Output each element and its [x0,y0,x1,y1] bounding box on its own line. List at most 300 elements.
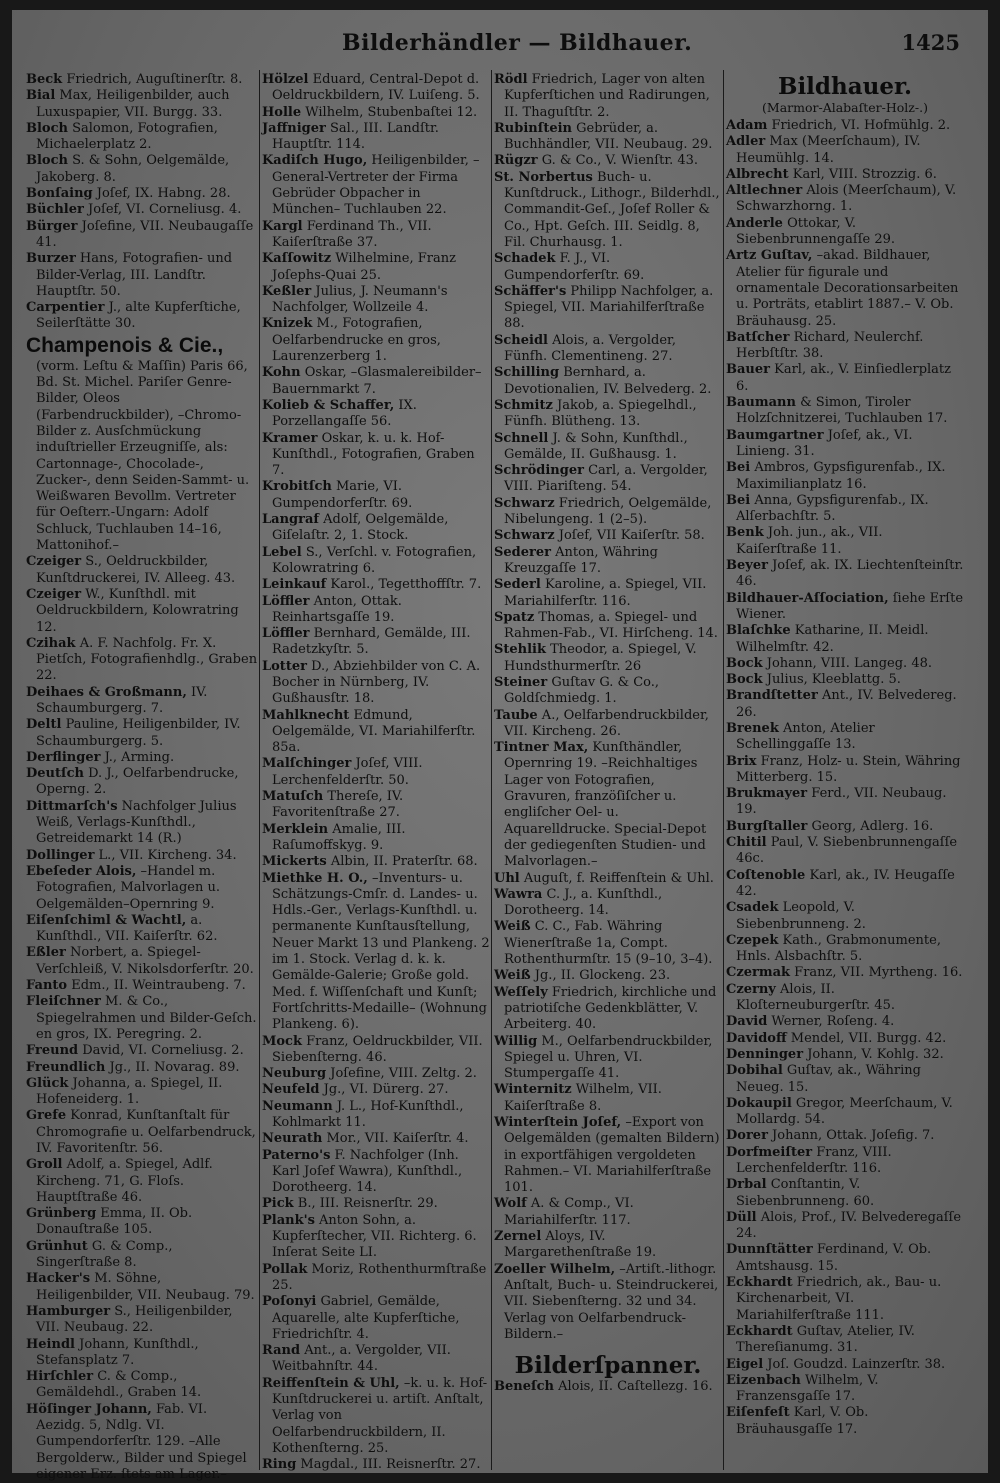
directory-entry [26,864,258,913]
entry-details: Max (Meerſchaum), IV. Heumühlg. 14. [736,134,921,166]
entry-details: Friedrich, Auguſtinerſtr. 8. [62,72,243,87]
entry-details: Salomon, Fotografien, Michaelerplatz 2. [36,120,218,153]
directory-entry [262,594,490,627]
directory-entry [726,167,964,183]
entry-details: F. Nachfolger (Inh. Karl Joſef Wawra), Kunſthdl., Dorotheerg. 14. [272,1147,463,1196]
directory-entry [726,1275,964,1324]
directory-entry [726,868,964,901]
entry-name: Altlechner [726,183,803,199]
directory-entry [726,1096,964,1129]
entry-details: Anton, Währing Kreuzgaſſe 17. [504,544,659,576]
directory-entry [726,786,964,819]
directory-entry [494,1379,722,1395]
directory-entry [262,365,490,398]
entry-name: Benk [726,525,764,541]
entry-details: Joſefine, VIII. Zeltg. 2. [326,1066,477,1082]
directory-entry [494,740,722,870]
entry-details: Konrad, Kunſtanſtalt für Chromografie u. Oelfarbendruck, IV. Favoritenſtr. 56. [36,1108,256,1156]
directory-entry [494,675,722,708]
directory-entry [494,577,722,610]
entry-name: Löffler [262,626,310,642]
directory-entry [262,1262,490,1295]
entry-name: Wawra [494,886,543,902]
entry-details: Ferdinand Th., VII. Kaiſerſtraße 37. [272,218,432,250]
entry-details: S., Heiligenbilder, VII. Neubaug. 22. [36,1303,233,1336]
directory-entry [726,754,964,787]
entry-name: Heindl [26,1336,75,1352]
directory-entry [494,170,722,251]
entry-name: Kargl [262,218,303,234]
directory-entry [262,1294,490,1343]
entry-details: A. F. Nachfolg. Fr. X. Pietſch, Fotografienhdlg., Graben 22. [36,635,258,684]
entry-name: Deihaes & Großmann, [26,684,187,700]
entry-details: Amalie, III. Raſumoffskyg. 9. [272,821,406,853]
directory-entry [26,994,258,1043]
entry-name: Brix [726,753,757,769]
entry-name: Grünhut [26,1238,88,1254]
entry-name: Scheidl [494,332,548,348]
entry-name: Eckhardt [726,1275,793,1291]
entry-details: Joſef, VIII. Lerchenfelderſtr. 50. [272,756,423,788]
directory-entry [262,626,490,659]
entry-details: Franz, VII. Myrtheng. 16. [790,965,963,981]
directory-entry [494,545,722,578]
entry-details: Julius, Kleeblattg. 5. [762,672,901,688]
directory-entry [26,1271,258,1304]
entry-name: Rand [262,1343,301,1359]
entry-details: S. & Sohn, Oelgemälde, Jakoberg. 8. [36,153,230,185]
directory-entry [262,72,490,105]
entry-name: Groll [26,1157,63,1173]
directory-entry [262,105,490,121]
directory-entry [26,219,258,252]
directory-entry [262,1066,490,1082]
directory-entry [494,1115,722,1196]
entry-details: Karl, ak., IV. Heugaſſe 42. [736,867,955,899]
directory-entry [26,554,258,587]
directory-entry [26,121,258,154]
directory-entry [262,512,490,545]
entry-name: Hirſchler [26,1369,94,1385]
directory-entry [494,496,722,529]
directory-entry [26,913,258,946]
column-3 [494,72,722,1467]
entry-details: Moriz, Rothenthurmſtraße 25. [272,1261,487,1293]
entry-details: Fab. VI. Aezidg. 5, Ndlg. VI. Gumpendorferſtr. 129. –Alle Bergolderw., Bilder und Spiegel eigener Erz. ſtets am Lager.– [36,1401,247,1482]
entry-name: Schwarz [494,495,555,511]
entry-details: Guſtav G. & Co., Goldſchmiedg. 1. [504,674,660,707]
directory-entry [726,1357,964,1373]
directory-entry [26,587,258,636]
entry-details: Franz, Oeldruckbilder, VII. Siebenſterng. 46. [272,1033,483,1065]
directory-entry [494,284,722,333]
entry-name: Tintner Max, [494,740,589,756]
entry-name: Düll [726,1209,757,1225]
directory-entry [494,708,722,741]
entry-details: Guſtav, ak., Währing Neueg. 15. [736,1063,921,1095]
directory-entry [26,1157,258,1206]
entry-name: Bildhauer-Aſſociation, [726,590,889,606]
entry-name: Uhl [494,870,520,886]
entry-name: David [726,1014,768,1030]
directory-entry [494,463,722,496]
directory-entry [494,610,722,643]
directory-entry [726,460,964,493]
entry-name: Baumann [726,395,796,411]
entry-name: Neuburg [262,1066,327,1082]
directory-entry [726,672,964,688]
directory-entry [726,118,964,134]
directory-entry [26,636,258,685]
entry-name: Bauer [726,362,770,378]
entry-details: –Handel m. Fotografien, Malvorlagen u. Oelgemälden–Opernring 9. [36,863,221,912]
entry-name: Eizenbach [726,1372,801,1388]
entry-name: Czeiger [26,586,82,602]
entry-name: Rubinſtein [494,120,572,136]
entry-name: Mock [262,1033,302,1049]
entry-details: Wilhelm, V. Franzensgaſſe 17. [736,1372,879,1405]
directory-entry [726,1242,964,1275]
directory-entry [726,900,964,933]
directory-entry [262,708,490,757]
directory-entry [262,251,490,284]
directory-entry [494,919,722,968]
entry-name: Sederl [494,577,541,593]
entry-name: St. Norbertus [494,169,593,185]
directory-entry [494,1262,722,1343]
entry-name: Schnell [494,430,549,446]
entry-details: Edmund, Oelgemälde, VI. Mariahilferſtr. 85a. [272,707,476,756]
entry-name: Büchler [26,202,84,218]
entry-name: Bloch [26,153,68,169]
directory-entry [26,72,258,88]
entry-name: Davidoff [726,1030,787,1046]
directory-entry [26,300,258,333]
directory-entry [494,398,722,431]
entry-name: Spatz [494,609,535,625]
page-title: Bilderhändler — Bildhauer. [342,30,693,56]
entry-details: Jg., II. Glockeng. 23. [530,968,671,984]
entry-name: Burzer [26,251,76,267]
entry-details: Sal., III. Landſtr. Hauptſtr. 114. [272,120,439,153]
entry-name: Eßler [26,945,66,961]
entry-name: Fleiſchner [26,994,101,1010]
column-4 [726,72,964,1467]
entry-name: Schmitz [494,397,553,413]
entry-name: Krobitſch [262,479,332,495]
directory-entry [726,1210,964,1243]
entry-name: Dorer [726,1128,768,1144]
directory-entry [26,1108,258,1157]
entry-details: Adolf, a. Spiegel, Adlf. Kircheng. 71, G. Floſs. Hauptſtraße 46. [36,1157,213,1205]
entry-details: & Simon, Tiroler Holzſchnitzerei, Tuchlauben 17. [736,395,948,427]
entry-details: Joſ. Goudzd. Lainzerſtr. 38. [763,1356,946,1372]
entry-details: Norbert, a. Spiegel-Verſchleiß, V. Nikolsdorferſtr. 20. [36,945,254,977]
entry-name: Glück [26,1075,69,1091]
entry-details: IX. Porzellangaſſe 56. [272,397,417,430]
directory-entry [494,72,722,121]
directory-entry [726,558,964,591]
entry-details: W., Kunſthdl. mit Oeldruckbildern, Kolowratring 12. [36,586,239,635]
entry-details: Karl, ak., V. Einſiedlerplatz 6. [736,362,951,394]
directory-page [12,10,988,1482]
directory-entry [26,1076,258,1109]
entry-details: Friedrich, Lager von alten Kupferſtichen und Radirungen, II. Thaguſtſtr. 2. [504,72,710,120]
entry-name: Lebel [262,544,302,560]
entry-name: Bürger [26,218,78,234]
entry-name: Dunnſtätter [726,1242,813,1258]
entry-name: Winternitz [494,1082,572,1098]
entry-details: Marie, VI. Gumpendorferſtr. 69. [272,479,413,511]
directory-entry [26,1304,258,1337]
entry-name: Czeiger [26,554,82,570]
entry-details: David, VI. Corneliusg. 2. [78,1043,244,1059]
entry-details: Anna, Gypsfigurenfab., IX. Alſerbachſtr. 5. [736,492,929,525]
directory-entry [262,1099,490,1132]
entry-details: Werner, Roſeng. 4. [767,1014,895,1030]
directory-entry [494,431,722,464]
entry-name: Jaffniger [262,120,326,136]
column-divider [491,70,492,1470]
entry-name: Bial [26,88,56,104]
entry-details: Anton, Atelier Schellinggaſſe 13. [736,720,875,753]
entry-details: Ambros, Gypsfigurenfab., IX. Maximilianplatz 16. [736,460,946,492]
directory-entry [494,642,722,675]
entry-name: Batſcher [726,329,790,345]
directory-entry [726,819,964,835]
directory-entry [262,854,490,870]
directory-entry [494,333,722,366]
entry-details: Carl, a. Vergolder, VIII. Piariſteng. 54. [504,463,708,495]
directory-entry [726,623,964,656]
entry-name: Kolieb & Schaffer, [262,397,395,413]
directory-entry [262,398,490,431]
entry-name: Willig [494,1033,538,1049]
entry-name: Beck [26,72,63,87]
directory-entry [26,1402,258,1483]
entry-name: Zoeller Wilhelm, [494,1261,616,1277]
entry-name: Lotter [262,658,307,674]
entry-details: Wilhelm, Stubenbaſtei 12. [301,104,478,120]
directory-entry [26,186,258,202]
entry-name: Denninger [726,1046,804,1062]
entry-details: Aloys, IV. Margarethenſtraße 19. [504,1229,657,1261]
entry-details: Edm., II. Weintraubeng. 7. [67,978,246,994]
entry-details: Alois (Meerſchaum), V. Schwarzhorng. 1. [736,183,957,215]
entry-details: Paul, V. Siebenbrunnengaſſe 46c. [736,835,958,867]
entry-details: Gabriel, Gemälde, Aquarelle, alte Kupferſtiche, Friedrichſtr. 4. [272,1294,460,1342]
directory-entry [262,545,490,578]
entry-details: Nachfolger Julius Weiß, Verlags-Kunſthdl., Getreidemarkt 14 (R.) [36,798,237,847]
directory-entry [26,153,258,186]
entry-details: M. Söhne, Heiligenbilder, VII. Neubaug. 79. [36,1271,255,1303]
entry-details: Georg, Adlerg. 16. [807,818,934,834]
entry-details: C. & Comp., Gemäldehdl., Graben 14. [36,1369,202,1401]
directory-entry [726,982,964,1015]
entry-details: G. & Comp., Singerſtraße 8. [36,1238,173,1271]
entry-details: Max, Heiligenbilder, auch Luxuspapier, VII. Burgg. 33. [36,88,230,120]
entry-details: ſiehe Erſte Wiener. [736,590,964,622]
entry-name: Czerny [726,981,776,997]
directory-entry [494,251,722,284]
directory-entry [726,1047,964,1063]
entry-details: Johann, Ottak. Joſefig. 7. [767,1128,935,1144]
entry-name: Dittmarſch's [26,798,118,814]
entry-details: Alois, Prof., IV. Belvederegaſſe 24. [736,1209,962,1242]
directory-entry [262,1082,490,1098]
entry-name: Mahlknecht [262,707,350,723]
entry-name: Mickerts [262,854,327,870]
entry-name: Fanto [26,978,68,994]
directory-entry [262,659,490,708]
directory-entry [726,428,964,461]
entry-name: Kaſſowitz [262,251,332,267]
entry-details: Philipp Nachfolger, a. Spiegel, VII. Mariahilferſtraße 88. [504,283,714,332]
entry-name: Miethke H. O., [262,870,368,886]
entry-details: –k. u. k. Hof-Kunſtdruckerei u. artiſt. Anſtalt, Verlag von Oelfarbendruckbildern, II. Kothenſterng. 25. [272,1375,488,1456]
entry-name: Dokaupil [726,1095,792,1111]
entry-details: A. & Comp., VI. Mariahilferſtr. 117. [504,1196,634,1228]
directory-entry [26,717,258,750]
entry-name: Knizek [262,316,313,332]
directory-entry [262,284,490,317]
directory-entry [262,1148,490,1197]
entry-details: Bernhard, a. Devotionalien, IV. Belvederg. 2. [504,365,712,397]
entry-name: Deltl [26,717,62,733]
entry-name: Blaſchke [726,623,791,639]
entry-name: Brenek [726,720,779,736]
directory-entry [262,577,490,593]
entry-name: Sederer [494,544,551,560]
directory-entry [726,1014,964,1030]
directory-entry [726,1373,964,1406]
entry-name: Löffler [262,593,310,609]
entry-details: Mor., VII. Kaiſerſtr. 4. [322,1131,469,1147]
directory-entry [262,1196,490,1212]
entry-name: Carpentier [26,300,105,316]
directory-entry [26,750,258,766]
entry-name: Bock [726,672,763,688]
directory-entry [726,1031,964,1047]
section-subtitle: (Marmor-Alabaſter-Holz-.) [762,100,928,115]
entry-details: S., Oeldruckbilder, Kunſtdruckerei, IV. Alleeg. 43. [36,554,236,586]
entry-name: Beneſch [494,1379,554,1395]
entry-details: Eduard, Central-Depot d. Oeldruckbildern, IV. Luiſeng. 5. [272,72,480,104]
entry-details: Friedrich, kirchliche und patriotiſche Gedenkblätter, V. Arbeiterg. 40. [504,984,717,1033]
entry-details: Franz, Holz- u. Stein, Währing Mitterberg. 15. [736,753,961,785]
entry-name: Csadek [726,900,779,916]
entry-name: Freund [26,1043,79,1059]
entry-details: Wilhelmine, Franz Joſephs-Quai 25. [272,251,456,283]
section-heading: Bildhauer. [778,73,912,100]
entry-details: Kunſthändler, Opernring 19. –Reichhaltiges Lager von Fotografien, Gravuren, franzöſiſcher u. engliſcher Oel- u. Aquarelldrucke. Special-Depot der gediegenſten Studien- und Malvorlagen.– [504,740,707,870]
entry-name: Poſonyi [262,1294,317,1310]
entry-details: –Artiſt.-lithogr. Anſtalt, Buch- u. Steindruckerei, VII. Siebenſterng. 32 und 34. Verlag von Oelfarbendruck-Bildern.– [504,1261,719,1342]
entry-details: Oskar, –Glasmalereibilder– Bauernmarkt 7. [272,365,482,397]
entry-name: Neumann [262,1098,333,1114]
entry-details: F. J., VI. Gumpendorferſtr. 69. [504,251,645,283]
directory-entry [494,528,722,544]
directory-entry [262,1034,490,1067]
entry-details: Alois, a. Vergolder, Fünfh. Clementineng. 27. [504,332,676,365]
directory-entry [26,1060,258,1076]
entry-name: Kohn [262,365,301,381]
entry-name: Czihak [26,635,76,651]
entry-name: Dobihal [726,1063,783,1079]
entry-details: M., Fotografien, Oelfarbendrucke en gros, Laurenzerberg 1. [272,316,441,365]
entry-name: Ring [262,1457,297,1473]
directory-entry [262,219,490,252]
entry-details: (vorm. Leſtu & Maſſin) Paris 66, Bd. St. Michel. Pariſer Genre-Bilder, Oleos (Farbendruckbilder), –Chromo-Bilder z. Ausſchmückung induſtrieller Erzeugniſſe, als: Cartonnage-, Chocolade-, Zucker-, denn Seiden-Sammt- u. Weißwaren Bevollm. Vertreter für Oeſterr.-Ungarn: Adolf Schluck, Tuchlauben 14–16, Mattonihof.– [36,358,250,554]
entry-name: Höſinger Johann, [26,1401,152,1417]
entry-details: Theodor, a. Spiegel, V. Hundsthurmerſtr. 26 [504,642,697,674]
entry-name: Dorfmeiſter [726,1144,813,1160]
entry-details: –Inventurs- u. Schätzungs-Cmſr. d. Landes- u. Hdls.-Ger., Verlags-Kunſthdl. u. permanente Kunſtausſtellung, Neuer Markt 13 und Plankeng. 2 im 1. Stock. Verlag d. k. k. Gemälde-Galerie; Große gold. Med. f. Wiſſenſchaft und Kunſt; Fortſchritts-Medaille– (Wohnung Plankeng. 6). [272,870,490,1033]
entry-name: Kramer [262,430,318,446]
entry-details: Thomas, a. Spiegel- und Rahmen-Fab., VI. Hirſcheng. 14. [504,609,718,642]
directory-entry [26,1337,258,1370]
directory-entry [262,871,490,1034]
directory-entry [726,248,964,329]
entry-details: IV. Schaumburgerg. 7. [36,684,208,716]
entry-details: Heiligenbilder, –General-Vertreter der Firma Gebrüder Obpacher in München– Tuchlauben 22. [272,153,480,218]
entry-details: Karoline, a. Spiegel, VII. Mariahilferſtr. 116. [504,577,707,609]
entry-name: Freundlich [26,1059,106,1075]
entry-name: Schadek [494,251,556,267]
column-divider [723,70,724,1470]
entry-name: Rödl [494,72,528,87]
entry-details: Guſtav, Atelier, IV. Thereſianumg. 31. [736,1323,915,1356]
entry-details: Joſef, ak., VI. Linieng. 31. [736,427,913,459]
directory-entry [726,1177,964,1210]
directory-entry [26,945,258,978]
entry-name: Bei [726,492,751,508]
directory-entry [26,766,258,799]
directory-entry [26,333,258,555]
entry-name: Pollak [262,1261,308,1277]
entry-name: Bei [726,460,751,476]
entry-name: Champenois & Cie., [26,333,224,357]
entry-details: Bernhard, Gemälde, III. Radetzkyſtr. 5. [272,626,471,658]
directory-entry [494,1082,722,1115]
entry-details: Ferd., VII. Neubaug. 19. [736,786,947,818]
directory-entry [726,525,964,558]
entry-details: –Export von Oelgemälden (gemalten Bildern) in exportfähigen vergoldeten Rahmen.– VI. Mariahilferſtraße 101. [504,1115,720,1196]
entry-name: Plank's [262,1212,315,1228]
entry-name: Bonſaing [26,186,93,202]
entry-name: Reiffenſtein & Uhl, [262,1375,400,1391]
entry-details: Magdal., III. Reisnerſtr. 27. [296,1457,481,1473]
directory-entry [726,1324,964,1357]
directory-entry [262,316,490,365]
entry-name: Eiſenfeſt [726,1405,790,1421]
entry-name: Holle [262,104,302,120]
entry-name: Schäffer's [494,283,567,299]
entry-name: Schilling [494,365,560,381]
entry-details: Katharine, II. Meidl. Wilhelmſtr. 42. [736,623,929,655]
entry-name: Hacker's [26,1271,91,1287]
entry-details: J., Arming. [100,749,175,765]
entry-name: Winterſtein Joſef, [494,1115,622,1130]
entry-name: Brukmayer [726,786,808,802]
directory-entry [726,1405,964,1438]
directory-entry [262,756,490,789]
entry-details: Jakob, a. Spiegelhdl., Fünfh. Blütheng. 13. [504,397,697,430]
entry-name: Drbal [726,1177,767,1193]
column-1 [26,72,258,1482]
directory-entry [726,183,964,216]
section-heading: Bilderſpanner. [514,1352,702,1380]
